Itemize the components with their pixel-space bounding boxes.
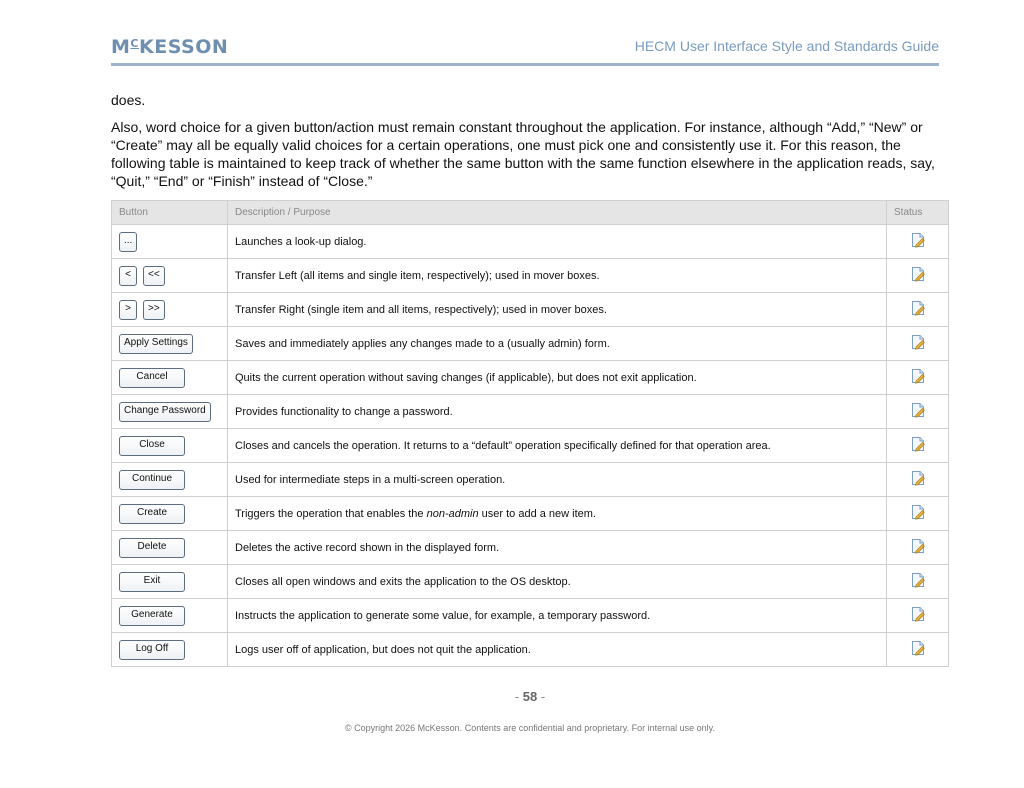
status-cell xyxy=(887,327,949,361)
edit-document-icon xyxy=(910,504,926,523)
description-cell: Closes and cancels the operation. It returns to a “default” operation specifically defined for that operation area. xyxy=(228,429,887,463)
sample-button[interactable]: Apply Settings xyxy=(119,334,193,354)
button-cell xyxy=(112,395,228,429)
edit-document-icon xyxy=(910,368,926,387)
paragraph-continuation: does. xyxy=(111,92,146,108)
description-cell: Instructs the application to generate some value, for example, a temporary password. xyxy=(228,599,887,633)
button-cell xyxy=(112,463,228,497)
status-cell xyxy=(887,531,949,565)
button-cell xyxy=(112,293,228,327)
description-cell xyxy=(228,497,887,531)
status-cell xyxy=(887,259,949,293)
sample-button[interactable]: Generate xyxy=(119,606,185,626)
sample-button[interactable]: Continue xyxy=(119,470,185,490)
column-header-button: Button xyxy=(112,201,228,225)
description-cell: Quits the current operation without saving changes (if applicable), but does not exit application. xyxy=(228,361,887,395)
edit-document-icon xyxy=(910,300,926,319)
button-cell xyxy=(112,429,228,463)
edit-document-icon xyxy=(910,402,926,421)
sample-button[interactable]: Delete xyxy=(119,538,185,558)
edit-document-icon xyxy=(910,232,926,251)
status-cell xyxy=(887,599,949,633)
description-cell: Transfer Right (single item and all items, respectively); used in mover boxes. xyxy=(228,293,887,327)
table-body xyxy=(112,225,949,667)
mckesson-logo: $M^CKESSON$ xyxy=(111,36,229,58)
page-header xyxy=(111,35,939,61)
table-row xyxy=(112,395,949,429)
status-cell xyxy=(887,565,949,599)
button-cell xyxy=(112,361,228,395)
description-text: Triggers the operation that enables the xyxy=(235,507,427,520)
copyright-notice: © Copyright 2026 McKesson. Contents are confidential and proprietary. For internal use only. xyxy=(345,723,715,733)
edit-document-icon xyxy=(910,572,926,591)
header-rule xyxy=(111,63,939,66)
description-cell: Transfer Left (all items and single item, respectively); used in mover boxes. xyxy=(228,259,887,293)
table-row xyxy=(112,225,949,259)
edit-document-icon xyxy=(910,334,926,353)
table-row xyxy=(112,293,949,327)
description-cell: Closes all open windows and exits the application to the OS desktop. xyxy=(228,565,887,599)
edit-document-icon xyxy=(910,538,926,557)
table-row xyxy=(112,361,949,395)
description-cell: Deletes the active record shown in the displayed form. xyxy=(228,531,887,565)
column-header-description: Description / Purpose xyxy=(228,201,887,225)
description-cell: Provides functionality to change a password. xyxy=(228,395,887,429)
document-title: HECM User Interface Style and Standards Guide xyxy=(634,38,939,54)
button-cell xyxy=(112,225,228,259)
sample-button[interactable]: >> xyxy=(143,300,165,320)
table-row xyxy=(112,599,949,633)
description-emphasis: non-admin xyxy=(426,507,479,520)
edit-document-icon xyxy=(910,436,926,455)
sample-button[interactable]: ... xyxy=(119,232,137,252)
sample-button[interactable]: Create xyxy=(119,504,185,524)
table-row xyxy=(112,327,949,361)
status-cell xyxy=(887,225,949,259)
sample-button[interactable]: << xyxy=(143,266,165,286)
edit-document-icon xyxy=(910,606,926,625)
description-text: user to add a new item. xyxy=(478,507,596,520)
description-cell: Saves and immediately applies any changes made to a (usually admin) form. xyxy=(228,327,887,361)
edit-document-icon xyxy=(910,470,926,489)
button-standards-table xyxy=(111,200,949,667)
table-row xyxy=(112,565,949,599)
status-cell xyxy=(887,497,949,531)
sample-button[interactable]: Close xyxy=(119,436,185,456)
status-cell xyxy=(887,463,949,497)
table-header-row xyxy=(112,201,949,225)
column-header-status: Status xyxy=(887,201,949,225)
button-cell xyxy=(112,599,228,633)
description-cell: Logs user off of application, but does not quit the application. xyxy=(228,633,887,667)
sample-button[interactable]: < xyxy=(119,266,137,286)
table-row xyxy=(112,497,949,531)
sample-button[interactable]: Change Password xyxy=(119,402,211,422)
button-cell xyxy=(112,633,228,667)
status-cell xyxy=(887,361,949,395)
page-number: - 58 - xyxy=(514,689,546,704)
table-row xyxy=(112,463,949,497)
paragraph-word-choice: Also, word choice for a given button/action must remain constant throughout the application. For instance, although “Add,” “New” or “Create” may all be equally valid choices for a certain operations, one must pick one and consistently use it. For this reason, the following table is maintained to keep track of whether the same button with the same function elsewhere in the application reads, say, “Quit,” “End” or “Finish” instead of “Close.” xyxy=(111,119,935,189)
description-cell: Launches a look-up dialog. xyxy=(228,225,887,259)
status-cell xyxy=(887,633,949,667)
table-row xyxy=(112,259,949,293)
sample-button[interactable]: Log Off xyxy=(119,640,185,660)
button-cell xyxy=(112,565,228,599)
description-cell: Used for intermediate steps in a multi-screen operation. xyxy=(228,463,887,497)
button-cell xyxy=(112,531,228,565)
table-row xyxy=(112,531,949,565)
table-row xyxy=(112,429,949,463)
status-cell xyxy=(887,293,949,327)
button-cell xyxy=(112,259,228,293)
status-cell xyxy=(887,395,949,429)
table-row xyxy=(112,633,949,667)
sample-button[interactable]: Cancel xyxy=(119,368,185,388)
edit-document-icon xyxy=(910,640,926,659)
sample-button[interactable]: Exit xyxy=(119,572,185,592)
status-cell xyxy=(887,429,949,463)
button-cell xyxy=(112,327,228,361)
edit-document-icon xyxy=(910,266,926,285)
button-cell xyxy=(112,497,228,531)
sample-button[interactable]: > xyxy=(119,300,137,320)
